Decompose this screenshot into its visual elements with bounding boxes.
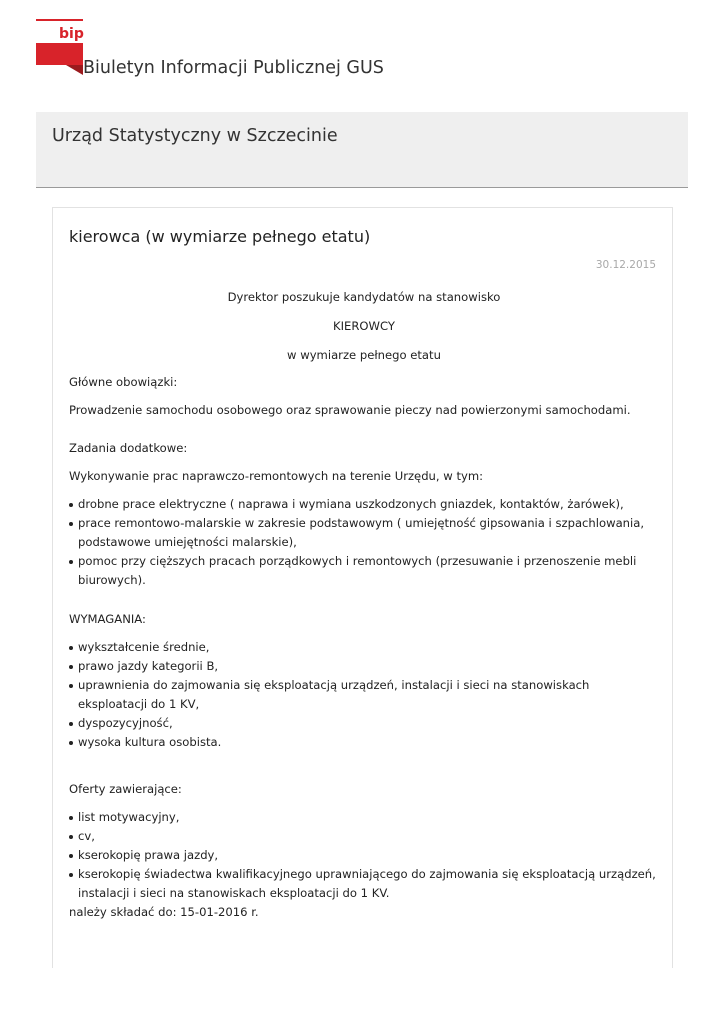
unit-header <box>36 112 688 188</box>
list-item: uprawnienia do zajmowania się eksploatacją urządzeń, instalacji i sieci na stanowiskach eksploatacji do 1 KV, <box>69 676 659 714</box>
article-content <box>69 288 659 922</box>
list-item: kserokopię świadectwa kwalifikacyjnego uprawniającego do zajmowania się eksploatacją urządzeń, instalacji i sieci na stanowiskach eksploatacji do 1 KV. <box>69 865 659 903</box>
site-title[interactable]: Biuletyn Informacji Publicznej GUS <box>83 58 384 78</box>
logo-text: bip <box>59 26 84 42</box>
unit-title[interactable]: Urząd Statystyczny w Szczecinie <box>52 126 338 146</box>
list-item: prawo jazdy kategorii B, <box>69 657 659 676</box>
extra-heading: Zadania dodatkowe: <box>69 441 188 455</box>
article-date: 30.12.2015 <box>595 259 656 271</box>
intro-text: Dyrektor poszukuje kandydatów na stanowisko <box>227 290 501 304</box>
deadline-text: należy składać do: 15-01-2016 r. <box>69 905 259 919</box>
workload-text: w wymiarze pełnego etatu <box>287 348 441 362</box>
offers-list <box>69 808 659 903</box>
list-item: wykształcenie średnie, <box>69 638 659 657</box>
requirements-heading: WYMAGANIA: <box>69 612 146 626</box>
list-item: dyspozycyjność, <box>69 714 659 733</box>
list-item: wysoka kultura osobista. <box>69 733 659 752</box>
bip-logo-graphic <box>36 19 84 75</box>
list-item: drobne prace elektryczne ( naprawa i wymiana uszkodzonych gniazdek, kontaktów, żarówek), <box>69 495 659 514</box>
list-item: pomoc przy cięższych pracach porządkowych i remontowych (przesuwanie i przenoszenie mebli biurowych). <box>69 552 659 590</box>
article-title: kierowca (w wymiarze pełnego etatu) <box>69 227 371 246</box>
bip-logo[interactable] <box>36 19 84 75</box>
offers-heading: Oferty zawierające: <box>69 782 182 796</box>
list-item: prace remontowo-malarskie w zakresie podstawowym ( umiejętność gipsowania i szpachlowania, podstawowe umiejętności malarskie), <box>69 514 659 552</box>
requirements-list <box>69 638 659 752</box>
list-item: cv, <box>69 827 659 846</box>
list-item: kserokopię prawa jazdy, <box>69 846 659 865</box>
duties-text: Prowadzenie samochodu osobowego oraz sprawowanie pieczy nad powierzonymi samochodami. <box>69 403 631 417</box>
extra-list <box>69 495 659 590</box>
list-item: list motywacyjny, <box>69 808 659 827</box>
duties-heading: Główne obowiązki: <box>69 375 178 389</box>
extra-intro: Wykonywanie prac naprawczo-remontowych na terenie Urzędu, w tym: <box>69 469 484 483</box>
article-card <box>52 207 673 968</box>
position-name: KIEROWCY <box>333 319 395 333</box>
